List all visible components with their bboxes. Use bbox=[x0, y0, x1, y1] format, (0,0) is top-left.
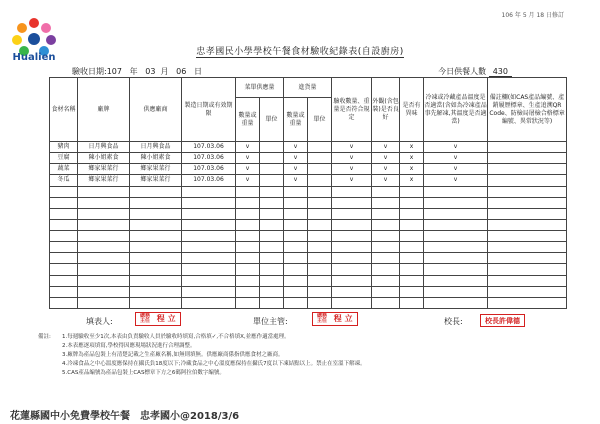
cell-empty bbox=[236, 208, 260, 219]
cell-empty bbox=[424, 297, 488, 308]
cell-date: 107.03.06 bbox=[182, 175, 236, 186]
filler-stamp: 總務主任 程 立 bbox=[135, 312, 181, 326]
cell-empty bbox=[488, 231, 567, 242]
cell-supplier: 鄉家果菜行 bbox=[130, 164, 182, 175]
cell-empty bbox=[78, 242, 130, 253]
cell-empty bbox=[372, 231, 400, 242]
cell-empty bbox=[78, 186, 130, 197]
cell-empty bbox=[400, 242, 424, 253]
cell-empty bbox=[424, 286, 488, 297]
table-row bbox=[50, 242, 567, 253]
cell-empty bbox=[284, 197, 308, 208]
cell-package: v bbox=[372, 142, 400, 153]
cell-empty bbox=[284, 231, 308, 242]
cell-empty bbox=[488, 253, 567, 264]
header-package-check: 外觀(含包裝)是否良好 bbox=[372, 78, 400, 142]
cell-empty bbox=[236, 231, 260, 242]
cell-empty bbox=[284, 264, 308, 275]
table-row bbox=[50, 208, 567, 219]
principal-label: 校長: bbox=[444, 317, 463, 326]
cell-veg-qty: v bbox=[236, 175, 260, 186]
cell-empty bbox=[372, 286, 400, 297]
cell-supplier: 鄉家果菜行 bbox=[130, 175, 182, 186]
table-row bbox=[50, 264, 567, 275]
cell-empty bbox=[488, 286, 567, 297]
table-row bbox=[50, 253, 567, 264]
cell-empty bbox=[308, 142, 332, 153]
cell-empty bbox=[78, 219, 130, 230]
cell-empty bbox=[260, 231, 284, 242]
cell-name: 豆腐 bbox=[50, 153, 78, 164]
cell-empty bbox=[332, 253, 372, 264]
note-item: 2.本表應逐項填寫,學校得因應現場狀況進行合理調整。 bbox=[62, 343, 196, 349]
note-item: 1.每週驗收至少1次,本表由負責驗收人員於驗收時填寫,合格填✓,不合格填X,並應作適當處理。 bbox=[62, 334, 290, 340]
cell-empty bbox=[182, 286, 236, 297]
cell-empty bbox=[332, 208, 372, 219]
cell-empty bbox=[50, 297, 78, 308]
cell-empty bbox=[332, 186, 372, 197]
cell-empty bbox=[50, 275, 78, 286]
cell-empty bbox=[182, 208, 236, 219]
supervisor-stamp: 總務主任 程 立 bbox=[312, 312, 358, 326]
table-row bbox=[50, 186, 567, 197]
table-row bbox=[50, 164, 567, 175]
cell-empty bbox=[308, 164, 332, 175]
cell-empty bbox=[400, 275, 424, 286]
header-supplier: 供應廠商 bbox=[130, 78, 182, 142]
cell-empty bbox=[182, 242, 236, 253]
cell-empty bbox=[260, 264, 284, 275]
cell-empty bbox=[260, 219, 284, 230]
cell-empty bbox=[308, 186, 332, 197]
cell-empty bbox=[78, 286, 130, 297]
cell-empty bbox=[78, 253, 130, 264]
cell-empty bbox=[78, 297, 130, 308]
cell-empty bbox=[488, 186, 567, 197]
cell-purchase-qty: v bbox=[284, 153, 308, 164]
cell-empty bbox=[372, 253, 400, 264]
cell-name: 冬瓜 bbox=[50, 175, 78, 186]
cell-empty bbox=[130, 242, 182, 253]
cell-brand: 日月興食品 bbox=[78, 142, 130, 153]
cell-supplier: 陳小姐素食 bbox=[130, 153, 182, 164]
cell-empty bbox=[400, 219, 424, 230]
cell-empty bbox=[332, 242, 372, 253]
cell-empty bbox=[236, 297, 260, 308]
cell-empty bbox=[260, 253, 284, 264]
cell-purchase-qty: v bbox=[284, 164, 308, 175]
cell-empty bbox=[372, 264, 400, 275]
cell-empty bbox=[308, 286, 332, 297]
cell-empty bbox=[236, 186, 260, 197]
principal-stamp: 校長許偉德 bbox=[480, 314, 525, 327]
cell-empty bbox=[332, 264, 372, 275]
cell-empty bbox=[130, 264, 182, 275]
cell-empty bbox=[130, 197, 182, 208]
cell-empty bbox=[400, 264, 424, 275]
cell-frozen: v bbox=[424, 164, 488, 175]
cell-empty bbox=[400, 186, 424, 197]
cell-empty bbox=[284, 186, 308, 197]
cell-empty bbox=[488, 242, 567, 253]
cell-empty bbox=[372, 197, 400, 208]
cell-odor: x bbox=[400, 142, 424, 153]
cell-empty bbox=[130, 253, 182, 264]
cell-package: v bbox=[372, 175, 400, 186]
cell-weight-ok: v bbox=[332, 142, 372, 153]
table-row bbox=[50, 286, 567, 297]
cell-empty bbox=[50, 208, 78, 219]
cell-empty bbox=[284, 242, 308, 253]
cell-empty bbox=[284, 286, 308, 297]
cell-empty bbox=[424, 197, 488, 208]
table-row bbox=[50, 297, 567, 308]
cell-empty bbox=[332, 231, 372, 242]
cell-empty bbox=[424, 186, 488, 197]
logo-text: Hualien bbox=[12, 52, 56, 63]
cell-empty bbox=[488, 208, 567, 219]
cell-empty bbox=[332, 197, 372, 208]
cell-empty bbox=[130, 297, 182, 308]
cell-empty bbox=[50, 286, 78, 297]
cell-odor: x bbox=[400, 175, 424, 186]
cell-empty bbox=[372, 275, 400, 286]
cell-empty bbox=[260, 242, 284, 253]
cell-empty bbox=[50, 219, 78, 230]
table-row bbox=[50, 275, 567, 286]
cell-empty bbox=[50, 197, 78, 208]
cell-empty bbox=[236, 286, 260, 297]
cell-empty bbox=[130, 208, 182, 219]
cell-empty bbox=[260, 164, 284, 175]
cell-empty bbox=[182, 275, 236, 286]
notes-label: 備註: bbox=[38, 334, 51, 340]
cell-empty bbox=[488, 264, 567, 275]
cell-empty bbox=[78, 231, 130, 242]
note-item: 5.CAS產品編號為產品包裝上CAS標章下方之6碼阿拉伯數字編號。 bbox=[62, 370, 225, 376]
cell-empty bbox=[332, 275, 372, 286]
header-temperature-check: 冷凍或冷藏產品溫度是否適當(含如為冷凍產品事先解凍,其溫度是否適當) bbox=[424, 78, 488, 142]
header-purchase-qty: 進貨量 bbox=[284, 78, 332, 98]
notes bbox=[38, 333, 366, 378]
cell-empty bbox=[424, 242, 488, 253]
cell-brand: 鄉家果菜行 bbox=[78, 164, 130, 175]
inspection-table bbox=[49, 77, 567, 309]
cell-empty bbox=[236, 275, 260, 286]
header-remarks: 備註欄(如CAS產品編號、產銷履歷標章、生產追溯QR Code、防檢局屠檢合格標章編號、異常狀況等) bbox=[488, 78, 567, 142]
cell-empty bbox=[260, 186, 284, 197]
cell-empty bbox=[488, 175, 567, 186]
cell-empty bbox=[488, 297, 567, 308]
cell-empty bbox=[50, 253, 78, 264]
serving-count: 今日供餐人數 430 bbox=[438, 66, 512, 77]
cell-empty bbox=[260, 208, 284, 219]
cell-empty bbox=[308, 242, 332, 253]
cell-package: v bbox=[372, 153, 400, 164]
table-row bbox=[50, 153, 567, 164]
cell-empty bbox=[236, 253, 260, 264]
cell-empty bbox=[372, 297, 400, 308]
header-ingredient: 食材名稱 bbox=[50, 78, 78, 142]
cell-empty bbox=[400, 208, 424, 219]
cell-weight-ok: v bbox=[332, 175, 372, 186]
cell-frozen: v bbox=[424, 153, 488, 164]
cell-odor: x bbox=[400, 153, 424, 164]
cell-empty bbox=[50, 264, 78, 275]
cell-empty bbox=[400, 231, 424, 242]
cell-empty bbox=[332, 297, 372, 308]
cell-empty bbox=[424, 208, 488, 219]
cell-empty bbox=[372, 186, 400, 197]
cell-empty bbox=[130, 275, 182, 286]
header-menu-unit: 單位 bbox=[260, 98, 284, 142]
cell-empty bbox=[400, 197, 424, 208]
form-title: 忠孝國民小學學校午餐食材驗收紀錄表(自設廚房) bbox=[196, 47, 404, 57]
cell-empty bbox=[332, 219, 372, 230]
cell-empty bbox=[182, 297, 236, 308]
cell-empty bbox=[308, 264, 332, 275]
cell-empty bbox=[78, 264, 130, 275]
cell-weight-ok: v bbox=[332, 153, 372, 164]
cell-empty bbox=[260, 175, 284, 186]
cell-brand: 陳小姐素食 bbox=[78, 153, 130, 164]
revision-date: 106 年 5 月 18 日修訂 bbox=[501, 12, 564, 19]
table-row bbox=[50, 142, 567, 153]
cell-empty bbox=[308, 175, 332, 186]
cell-empty bbox=[260, 286, 284, 297]
footer-caption: 花蓮縣國中小免費學校午餐 忠孝國小@2018/3/6 bbox=[10, 411, 240, 422]
cell-empty bbox=[308, 231, 332, 242]
cell-empty bbox=[372, 242, 400, 253]
header-menu-amount: 數量或重量 bbox=[236, 98, 260, 142]
cell-date: 107.03.06 bbox=[182, 153, 236, 164]
table-row bbox=[50, 219, 567, 230]
cell-empty bbox=[236, 242, 260, 253]
cell-empty bbox=[236, 197, 260, 208]
cell-veg-qty: v bbox=[236, 142, 260, 153]
cell-empty bbox=[488, 153, 567, 164]
cell-empty bbox=[424, 231, 488, 242]
cell-frozen: v bbox=[424, 142, 488, 153]
cell-empty bbox=[332, 286, 372, 297]
cell-veg-qty: v bbox=[236, 164, 260, 175]
cell-empty bbox=[130, 286, 182, 297]
header-menu-qty: 菜單供應量 bbox=[236, 78, 284, 98]
cell-empty bbox=[130, 186, 182, 197]
cell-empty bbox=[488, 219, 567, 230]
header-odor-check: 是否有異味 bbox=[400, 78, 424, 142]
cell-date: 107.03.06 bbox=[182, 142, 236, 153]
cell-empty bbox=[424, 264, 488, 275]
cell-name: 豬肉 bbox=[50, 142, 78, 153]
cell-empty bbox=[308, 197, 332, 208]
note-item: 4.冷凍食品之中心溫度應保持在攝氏負18度以下;冷藏食品之中心溫度應保持在攝氏7度以下凍結點以上。禁止在室溫下解凍。 bbox=[62, 361, 366, 367]
cell-empty bbox=[488, 275, 567, 286]
cell-empty bbox=[50, 242, 78, 253]
cell-brand: 鄉家果菜行 bbox=[78, 175, 130, 186]
cell-empty bbox=[260, 142, 284, 153]
cell-empty bbox=[488, 164, 567, 175]
cell-empty bbox=[308, 208, 332, 219]
cell-empty bbox=[488, 197, 567, 208]
cell-purchase-qty: v bbox=[284, 175, 308, 186]
cell-empty bbox=[236, 264, 260, 275]
cell-empty bbox=[182, 186, 236, 197]
table-row bbox=[50, 231, 567, 242]
header-weight-check: 驗收數量、重量是否符合規定 bbox=[332, 78, 372, 142]
table-row bbox=[50, 175, 567, 186]
cell-empty bbox=[424, 219, 488, 230]
inspection-date: 驗收日期:107 年 03 月 06 日 bbox=[72, 67, 202, 76]
cell-empty bbox=[78, 197, 130, 208]
cell-empty bbox=[308, 153, 332, 164]
supervisor-label: 單位主管: bbox=[253, 317, 288, 326]
header-brand: 廠牌 bbox=[78, 78, 130, 142]
cell-empty bbox=[78, 275, 130, 286]
header-purchase-amount: 數量或重量 bbox=[284, 98, 308, 142]
cell-empty bbox=[284, 208, 308, 219]
cell-empty bbox=[182, 253, 236, 264]
cell-empty bbox=[284, 275, 308, 286]
note-item: 3.廠牌為產品包裝上有清楚記載之生產廠名稱,如無則填無。供應廠商係指供應食材之廠商。 bbox=[62, 352, 284, 358]
cell-empty bbox=[236, 219, 260, 230]
cell-empty bbox=[400, 253, 424, 264]
cell-weight-ok: v bbox=[332, 164, 372, 175]
cell-empty bbox=[50, 231, 78, 242]
cell-empty bbox=[424, 253, 488, 264]
cell-empty bbox=[400, 286, 424, 297]
cell-supplier: 日月興食品 bbox=[130, 142, 182, 153]
cell-empty bbox=[260, 297, 284, 308]
cell-empty bbox=[130, 231, 182, 242]
cell-purchase-qty: v bbox=[284, 142, 308, 153]
cell-empty bbox=[284, 219, 308, 230]
cell-empty bbox=[372, 219, 400, 230]
cell-empty bbox=[260, 275, 284, 286]
cell-empty bbox=[78, 208, 130, 219]
cell-date: 107.03.06 bbox=[182, 164, 236, 175]
cell-package: v bbox=[372, 164, 400, 175]
cell-empty bbox=[372, 208, 400, 219]
filler-label: 填表人: bbox=[86, 317, 113, 326]
cell-empty bbox=[308, 219, 332, 230]
cell-empty bbox=[308, 275, 332, 286]
cell-empty bbox=[424, 275, 488, 286]
cell-empty bbox=[400, 297, 424, 308]
cell-empty bbox=[50, 186, 78, 197]
cell-empty bbox=[488, 142, 567, 153]
cell-empty bbox=[182, 231, 236, 242]
cell-odor: x bbox=[400, 164, 424, 175]
cell-empty bbox=[284, 297, 308, 308]
cell-empty bbox=[130, 219, 182, 230]
header-mfg-date: 製造日期或有效期限 bbox=[182, 78, 236, 142]
cell-veg-qty: v bbox=[236, 153, 260, 164]
cell-empty bbox=[308, 253, 332, 264]
cell-empty bbox=[284, 253, 308, 264]
header-purchase-unit: 單位 bbox=[308, 98, 332, 142]
cell-empty bbox=[182, 219, 236, 230]
cell-name: 蔬菜 bbox=[50, 164, 78, 175]
table-row bbox=[50, 197, 567, 208]
cell-empty bbox=[308, 297, 332, 308]
cell-frozen: v bbox=[424, 175, 488, 186]
cell-empty bbox=[260, 197, 284, 208]
cell-empty bbox=[182, 197, 236, 208]
cell-empty bbox=[260, 153, 284, 164]
cell-empty bbox=[182, 264, 236, 275]
